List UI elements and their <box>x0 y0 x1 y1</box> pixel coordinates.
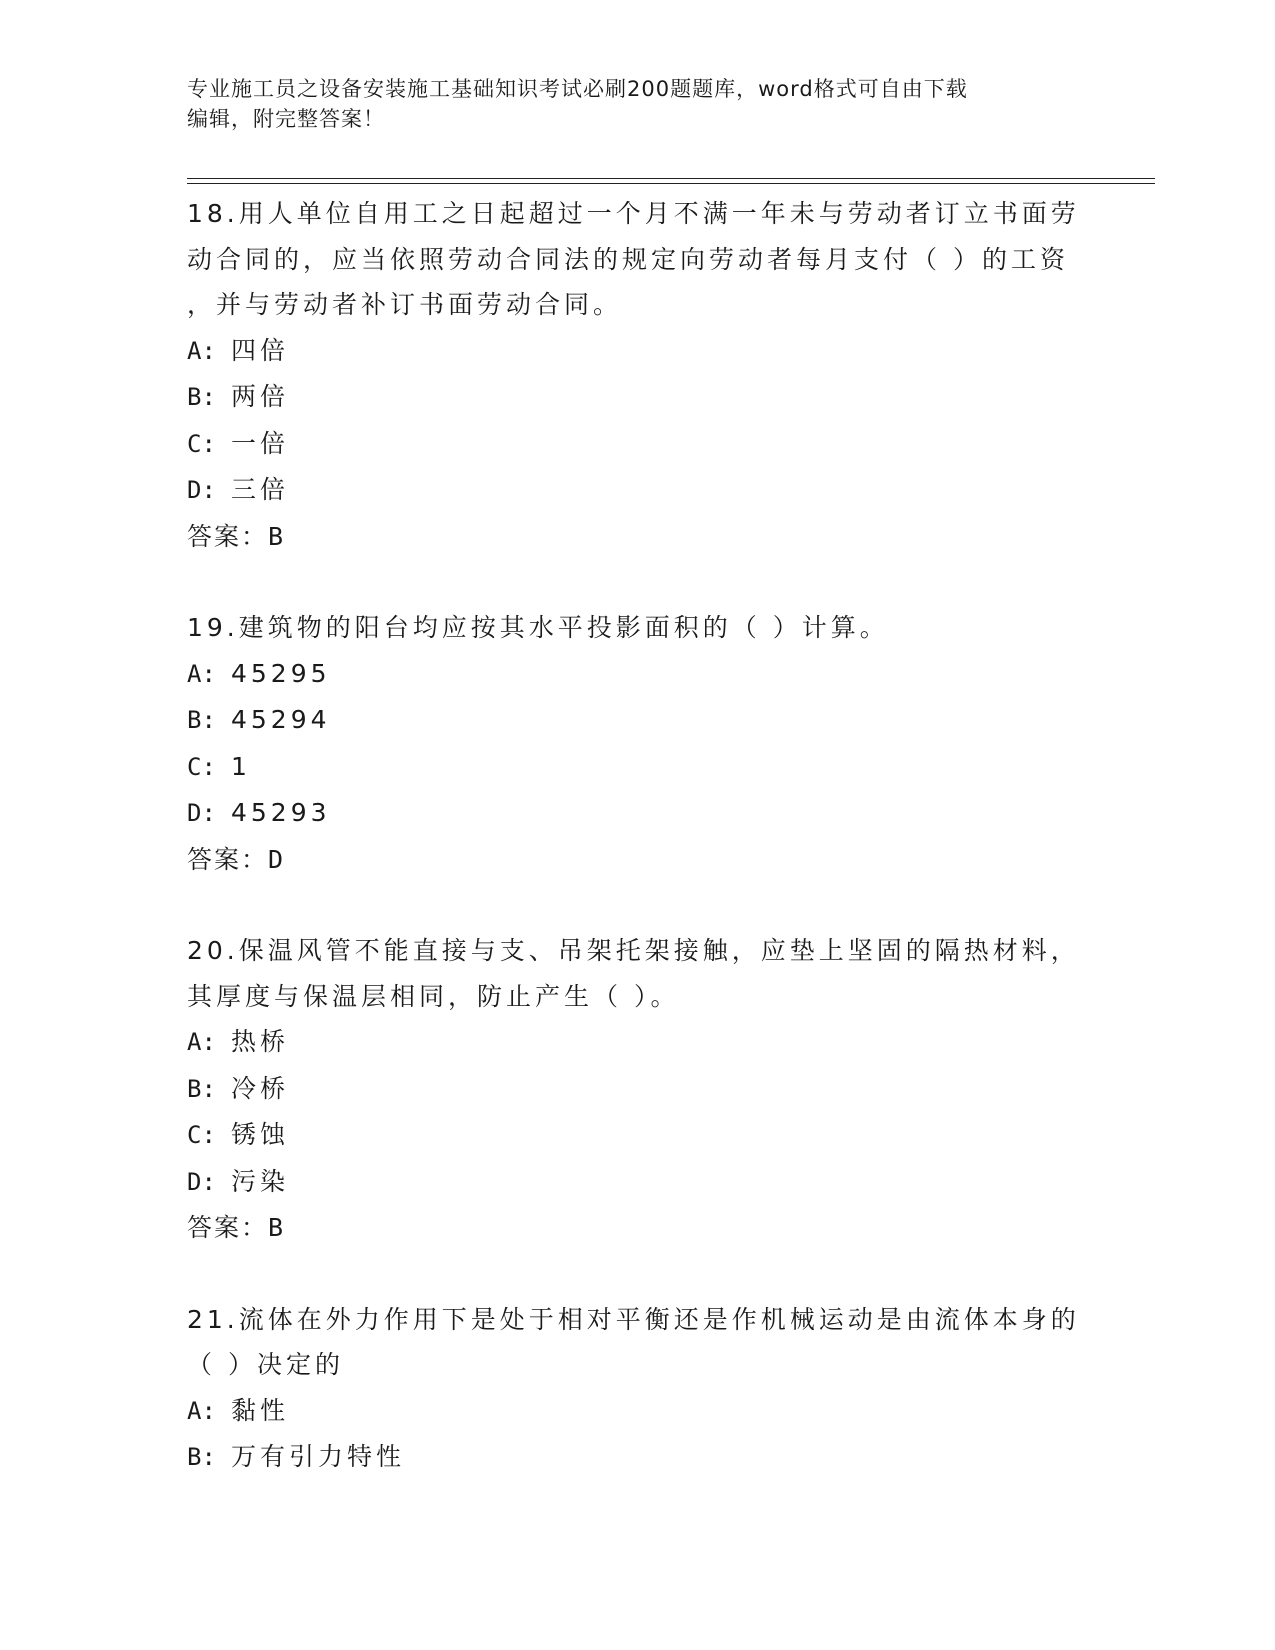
option-d <box>187 467 1087 514</box>
question-19 <box>187 605 1087 882</box>
option-letter: B: <box>187 383 216 411</box>
option-a <box>187 328 1087 375</box>
answer-value: D <box>268 844 284 874</box>
option-a <box>187 651 1087 698</box>
document-header <box>187 74 1087 134</box>
question-20 <box>187 928 1087 1251</box>
option-letter: D: <box>187 476 216 504</box>
option-letter: C: <box>187 752 216 781</box>
option-letter: A: <box>187 1028 216 1056</box>
option-d <box>187 1159 1087 1206</box>
option-b <box>187 1066 1087 1113</box>
option-c <box>187 1112 1087 1159</box>
question-text: ，并与劳动者补订书面劳动合同。 <box>187 290 623 319</box>
question-text: 动合同的，应当依照劳动合同法的规定向劳动者每月支付（ ）的工资 <box>187 244 1069 274</box>
option-c <box>187 744 1087 791</box>
option-a <box>187 1388 1087 1435</box>
option-text: 两倍 <box>231 382 290 411</box>
header-line: 专业施工员之设备安装施工基础知识考试必刷200题题库，word格式可自由下载 <box>187 77 968 101</box>
option-a <box>187 1019 1087 1066</box>
answer-label: 答案： <box>187 521 269 551</box>
question-18 <box>187 191 1087 559</box>
option-letter: C: <box>187 429 216 458</box>
option-text: 45293 <box>231 798 331 827</box>
option-c <box>187 421 1087 468</box>
question-21 <box>187 1297 1087 1481</box>
option-d <box>187 790 1087 837</box>
header-divider-bottom <box>187 183 1155 184</box>
question-list <box>187 191 1087 1527</box>
option-letter: B: <box>187 706 216 734</box>
question-text: 18.用人单位自用工之日起超过一个月不满一年未与劳动者订立书面劳 <box>187 199 1080 228</box>
option-text: 45294 <box>231 705 331 734</box>
question-text: 21.流体在外力作用下是处于相对平衡还是作机械运动是由流体本身的 <box>187 1304 1080 1334</box>
option-letter: A: <box>187 1396 216 1425</box>
option-text: 45295 <box>231 658 331 688</box>
option-letter: D: <box>187 1167 216 1196</box>
question-text: （ ）决定的 <box>187 1350 344 1379</box>
option-letter: A: <box>187 659 216 688</box>
option-letter: C: <box>187 1121 216 1149</box>
option-text: 污染 <box>231 1166 290 1196</box>
option-letter: B: <box>187 1074 216 1103</box>
header-divider-top <box>187 178 1155 179</box>
question-text: 19.建筑物的阳台均应按其水平投影面积的（ ）计算。 <box>187 613 889 642</box>
option-letter: D: <box>187 799 216 827</box>
option-text: 万有引力特性 <box>231 1442 406 1471</box>
answer-line <box>187 837 1087 883</box>
option-text: 三倍 <box>231 475 290 504</box>
answer-label: 答案： <box>187 1213 269 1242</box>
option-letter: B: <box>187 1443 216 1471</box>
option-text: 一倍 <box>231 428 290 458</box>
option-text: 黏性 <box>231 1395 290 1425</box>
answer-value: B <box>268 1213 284 1242</box>
question-text: 其厚度与保温层相同，防止产生（ ）。 <box>187 981 680 1011</box>
option-text: 冷桥 <box>231 1073 290 1103</box>
option-text: 热桥 <box>231 1027 290 1056</box>
answer-value: B <box>268 521 284 551</box>
header-line: 编辑，附完整答案！ <box>187 107 385 131</box>
option-text: 锈蚀 <box>231 1120 290 1149</box>
option-b <box>187 1434 1087 1481</box>
option-b <box>187 697 1087 744</box>
option-letter: A: <box>187 336 216 365</box>
option-b <box>187 374 1087 421</box>
answer-label: 答案： <box>187 844 269 874</box>
question-text: 20.保温风管不能直接与支、吊架托架接触，应垫上坚固的隔热材料， <box>187 936 1080 965</box>
answer-line <box>187 1205 1087 1251</box>
answer-line <box>187 514 1087 560</box>
option-text: 四倍 <box>231 335 290 365</box>
option-text: 1 <box>231 751 251 781</box>
